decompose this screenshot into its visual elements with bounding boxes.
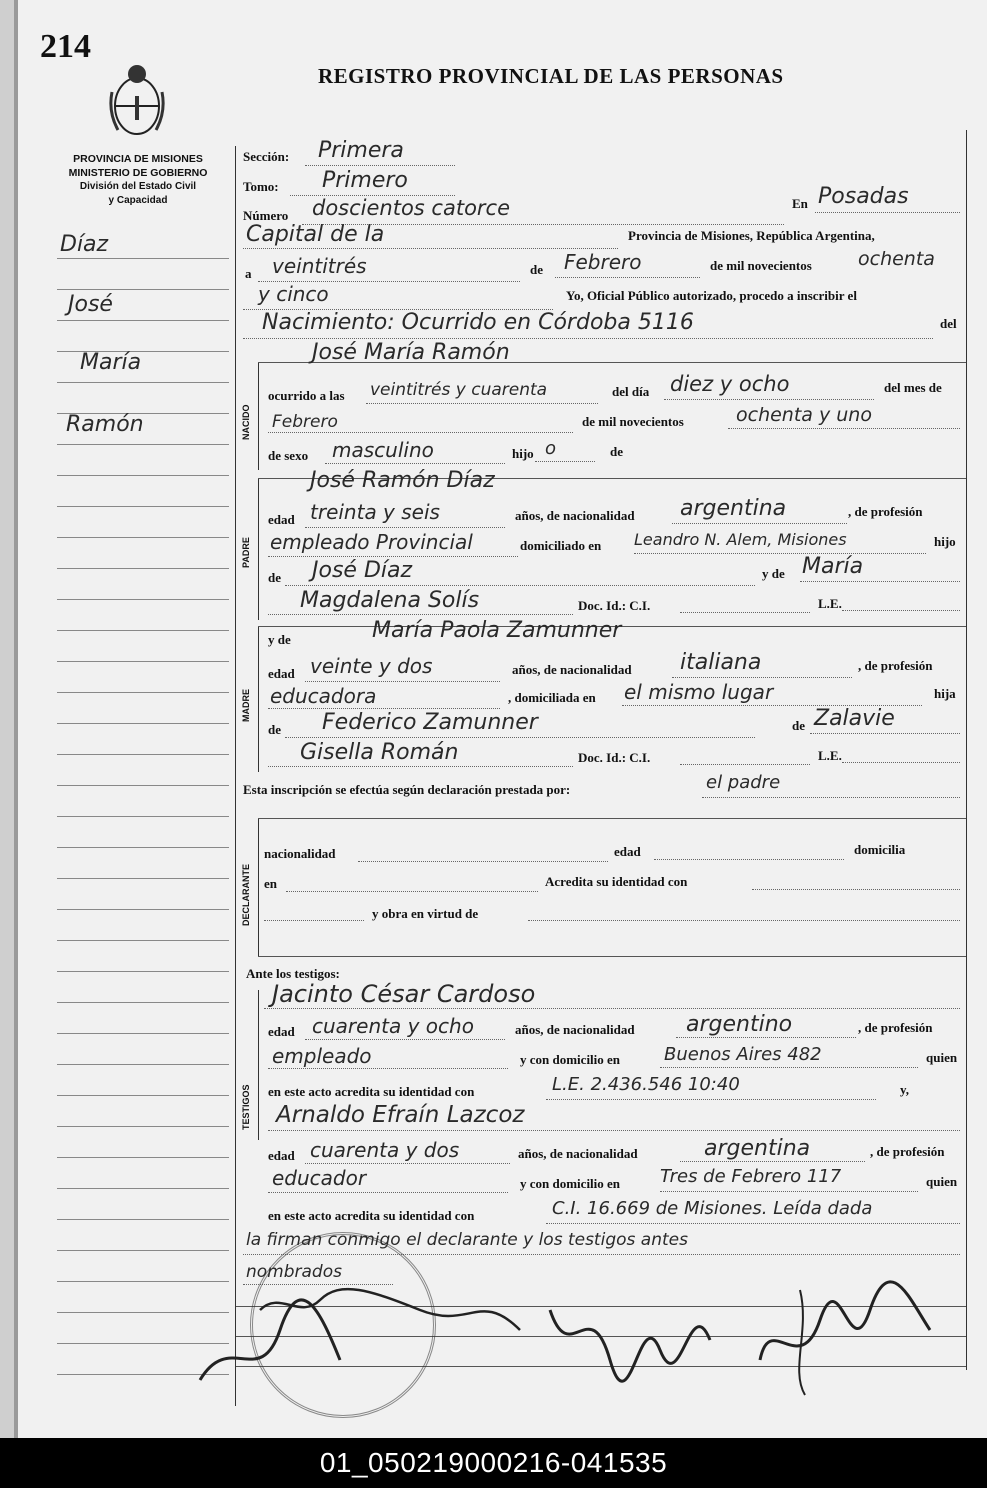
side-label-declarante: DECLARANTE [241, 864, 251, 926]
declarante-bracket [258, 818, 259, 956]
book-spine [14, 0, 18, 1438]
line-decl-nac [358, 861, 608, 862]
side-label-madre: MADRE [241, 689, 251, 722]
line-obra [528, 920, 960, 921]
coat-of-arms-icon [108, 62, 166, 142]
line-mes-nac [268, 432, 573, 433]
margin-rule [57, 506, 229, 507]
value-closing: la firman conmigo el declarante y los testigos antes [246, 1230, 688, 1250]
value-numero: doscientos catorce [312, 196, 511, 220]
margin-rule [57, 692, 229, 693]
value-mes-nacimiento: Febrero [272, 412, 338, 432]
margin-rule [57, 599, 229, 600]
line-mes [555, 277, 700, 278]
line-abuelo-m [285, 737, 755, 738]
label-hijo: hijo [512, 446, 534, 461]
label-t1-prof: , de profesión [858, 1020, 933, 1035]
label-madre-nac: años, de nacionalidad [512, 662, 632, 677]
line-t2-doc [546, 1223, 960, 1224]
label-le-2: L.E. [818, 748, 842, 763]
margin-rule [57, 1219, 229, 1220]
value-madre-edad: veinte y dos [310, 654, 433, 678]
value-seccion: Primera [318, 138, 404, 163]
label-de-5: de [792, 718, 805, 733]
line-padre-edad [305, 527, 505, 528]
label-t2-nac: años, de nacionalidad [518, 1146, 638, 1161]
side-label-padre: PADRE [241, 537, 251, 568]
line-hora [366, 403, 598, 404]
margin-rule [57, 475, 229, 476]
value-nacimiento: Nacimiento: Ocurrido en Córdoba 5116 [262, 310, 694, 335]
line-madre-nac [672, 677, 852, 678]
label-doc-2: Doc. Id.: C.I. [578, 750, 651, 765]
line-madre-edad [305, 681, 500, 682]
line-seccion [305, 165, 455, 166]
label-numero: Número [243, 208, 289, 223]
label-en: En [792, 196, 808, 211]
margin-rule [57, 382, 229, 383]
value-dia-inscripcion: veintitrés [272, 254, 367, 278]
line-acredita [752, 889, 960, 890]
line-hijo [535, 461, 595, 462]
label-del-dia: del día [612, 384, 650, 399]
margin-rule [57, 1250, 229, 1251]
margin-rule [57, 1064, 229, 1065]
line-dia [664, 399, 874, 400]
line-anio-nac [728, 428, 960, 429]
value-padre-nac: argentina [680, 496, 787, 521]
value-testigo-1: Jacinto César Cardoso [272, 980, 536, 1008]
value-abuela-materna: Zalavie [814, 706, 895, 731]
line-t2-nac [680, 1161, 865, 1162]
label-tomo: Tomo: [243, 179, 279, 194]
side-label-nacido: NACIDO [241, 404, 251, 440]
label-decl-en: en [264, 876, 277, 891]
margin-rule [57, 723, 229, 724]
value-t1-dom: Buenos Aires 482 [664, 1044, 822, 1065]
value-padre-prof: empleado Provincial [270, 530, 473, 554]
madre-bracket [258, 626, 259, 772]
margin-rule [57, 909, 229, 910]
label-a: a [245, 266, 252, 281]
line-padre-nac [672, 523, 847, 524]
margin-rule [57, 1033, 229, 1034]
line-testigo-1 [264, 1008, 960, 1009]
label-de-3: de [268, 570, 281, 585]
office-province: PROVINCIA DE MISIONES [73, 153, 203, 165]
value-padre-dom: Leandro N. Alem, Misiones [634, 530, 847, 549]
frame-left-border [235, 146, 236, 1406]
label-obra: y obra en virtud de [372, 906, 479, 921]
value-en: Posadas [818, 184, 909, 209]
label-de-4: de [268, 722, 281, 737]
value-hora: veintitrés y cuarenta [370, 380, 548, 400]
line-testigo-2 [268, 1130, 960, 1131]
margin-rule [57, 444, 229, 445]
line-decl-edad [654, 859, 844, 860]
line-t1-edad [305, 1039, 505, 1040]
line-abuela-m2 [268, 766, 573, 767]
line-le-2 [842, 762, 960, 763]
declarante-bottom-rule [258, 956, 966, 957]
margin-rule [57, 289, 229, 290]
label-sexo: de sexo [268, 448, 309, 463]
margin-rule [57, 940, 229, 941]
value-madre-nac: italiana [680, 650, 762, 675]
line-abuela [800, 581, 960, 582]
margin-rule [57, 816, 229, 817]
margin-rule [57, 1188, 229, 1189]
value-t2-dom: Tres de Febrero 117 [660, 1166, 842, 1187]
margin-rule [57, 971, 229, 972]
value-t2-doc: C.I. 16.669 de Misiones. Leída dada [552, 1198, 873, 1219]
office-capacity: y Capacidad [108, 195, 168, 206]
value-hijo: o [545, 438, 557, 459]
label-de-mil-2: de mil novecientos [582, 414, 684, 429]
value-t1-prof: empleado [272, 1044, 372, 1068]
line-t1-doc [546, 1099, 876, 1100]
value-anio2: y cinco [258, 282, 329, 306]
value-dia-nacimiento: diez y ocho [670, 372, 790, 396]
value-padre-nombre: José Ramón Díaz [310, 468, 495, 493]
side-label-testigos: TESTIGOS [241, 1084, 251, 1130]
margin-rule [57, 1002, 229, 1003]
declarante-top-rule [258, 818, 966, 819]
value-t1-nac: argentino [686, 1012, 793, 1037]
label-y-de: y de [762, 566, 785, 581]
value-testigo-2: Arnaldo Efraín Lazcoz [276, 1102, 525, 1128]
line-t1-prof [268, 1068, 508, 1069]
value-nombre-nacido: José María Ramón [312, 340, 510, 365]
label-acto-2: en este acto acredita su identidad con [268, 1208, 475, 1223]
line-t2-dom [660, 1191, 918, 1192]
line-doc [680, 612, 810, 613]
label-padre-edad: edad [268, 512, 295, 527]
value-abuelo-materno: Federico Zamunner [322, 710, 538, 735]
margin-name-2: María [80, 350, 142, 375]
value-t1-edad: cuarenta y ocho [312, 1014, 474, 1038]
margin-surname: Díaz [60, 232, 109, 257]
value-abuela-paterna-2: Magdalena Solís [300, 588, 480, 613]
label-ocurrido: ocurrido a las [268, 388, 345, 403]
label-de-2: de [610, 444, 623, 459]
line-capital [243, 248, 618, 249]
value-declarante: el padre [706, 772, 781, 793]
value-t2-nac: argentina [704, 1136, 811, 1161]
nacido-bracket [258, 362, 259, 470]
value-anio: ochenta [858, 248, 935, 270]
label-padre-nac: años, de nacionalidad [515, 508, 635, 523]
label-nacionalidad: nacionalidad [264, 846, 336, 861]
value-madre-dom: el mismo lugar [624, 680, 774, 704]
label-y: y, [900, 1082, 910, 1097]
margin-name-1: José [68, 292, 113, 317]
document-title: REGISTRO PROVINCIAL DE LAS PERSONAS [318, 64, 784, 88]
line-t1-nac [676, 1037, 856, 1038]
label-t2-prof: , de profesión [870, 1144, 945, 1159]
label-padre-hijo: hijo [934, 534, 956, 549]
office-division: División del Estado Civil [79, 181, 197, 192]
office-ministry: MINISTERIO DE GOBIERNO [68, 167, 208, 179]
label-padre-dom: domiciliado en [520, 538, 602, 553]
label-t1-nac: años, de nacionalidad [515, 1022, 635, 1037]
line-padre-prof [268, 556, 518, 557]
line-en [815, 212, 960, 213]
margin-rule [57, 258, 229, 259]
margin-rule [57, 847, 229, 848]
label-de: de [530, 262, 543, 277]
value-closing-2: nombrados [246, 1262, 342, 1282]
margin-rule [57, 1095, 229, 1096]
line-sexo [325, 463, 505, 464]
value-tomo: Primero [322, 168, 408, 193]
value-padre-edad: treinta y seis [310, 500, 440, 524]
margin-rule [57, 630, 229, 631]
margin-rule [57, 785, 229, 786]
margin-rule [57, 878, 229, 879]
value-t1-doc: L.E. 2.436.546 10:40 [552, 1074, 740, 1095]
label-madre-dom: , domiciliada en [508, 690, 596, 705]
office-block [40, 152, 236, 208]
label-t1-dom: y con domicilio en [520, 1052, 621, 1067]
label-acto: en este acto acredita su identidad con [268, 1084, 475, 1099]
value-t2-prof: educador [272, 1166, 367, 1190]
margin-rule [57, 568, 229, 569]
value-abuelo-paterno: José Díaz [312, 558, 413, 583]
margin-rule [57, 537, 229, 538]
value-capital: Capital de la [246, 222, 385, 247]
value-abuela-paterna: María [802, 554, 864, 579]
label-y-de-2: y de [268, 632, 291, 647]
label-t2-dom: y con domicilio en [520, 1176, 621, 1191]
label-le: L.E. [818, 596, 842, 611]
line-abuela2 [268, 614, 573, 615]
line-doc-2 [680, 764, 810, 765]
label-seccion: Sección: [243, 149, 290, 164]
margin-rule [57, 1157, 229, 1158]
label-quien: quien [926, 1050, 958, 1065]
label-padre-prof: , de profesión [848, 504, 923, 519]
line-t1-dom [660, 1067, 918, 1068]
line-madre-prof [268, 708, 500, 709]
margin-rule [57, 754, 229, 755]
value-sexo: masculino [332, 438, 434, 462]
label-testigos: Ante los testigos: [246, 966, 340, 981]
label-madre-prof: , de profesión [858, 658, 933, 673]
value-mes-inscripcion: Febrero [564, 250, 642, 274]
value-madre-prof: educadora [270, 684, 377, 708]
label-madre-hija: hija [934, 686, 956, 701]
value-abuela-materna-2: Gisella Román [300, 740, 459, 765]
value-madre-nombre: María Paola Zamunner [372, 618, 622, 643]
margin-rule [57, 320, 229, 321]
label-de-mil: de mil novecientos [710, 258, 812, 273]
label-inscripcion: Esta inscripción se efectúa según declaración prestada por: [243, 782, 571, 797]
padre-bracket [258, 478, 259, 620]
label-yo: Yo, Oficial Público autorizado, procedo a inscribir el [566, 288, 857, 303]
line-declarante [702, 797, 960, 798]
line-padre-dom [634, 553, 926, 554]
label-madre-edad: edad [268, 666, 295, 681]
label-t1-edad: edad [268, 1024, 295, 1039]
label-domicilia: domicilia [854, 842, 906, 857]
line-t2-edad [305, 1163, 510, 1164]
label-del: del [940, 316, 957, 331]
line-nacimiento [243, 338, 933, 339]
line-decl-en [286, 891, 538, 892]
label-del-mes: del mes de [884, 380, 942, 395]
margin-rule [57, 661, 229, 662]
signatures-icon [190, 1270, 970, 1410]
label-quien-2: quien [926, 1174, 958, 1189]
margin-name-3: Ramón [66, 412, 144, 437]
line-t2-prof [268, 1192, 508, 1193]
frame-right-border [966, 130, 967, 1370]
label-t2-edad: edad [268, 1148, 295, 1163]
line-abuelo [285, 585, 755, 586]
footer-id: 01_050219000216-041535 [0, 1438, 987, 1488]
label-acredita: Acredita su identidad con [545, 874, 688, 889]
label-provincia: Provincia de Misiones, República Argentina, [628, 228, 875, 243]
value-anio-nacimiento: ochenta y uno [736, 404, 872, 426]
book-edge [0, 0, 14, 1438]
page-number: 214 [40, 28, 91, 65]
label-doc: Doc. Id.: C.I. [578, 598, 651, 613]
value-t2-edad: cuarenta y dos [310, 1138, 460, 1162]
line-abuela-m [810, 733, 960, 734]
line-le [842, 610, 960, 611]
margin-rule [57, 1126, 229, 1127]
label-decl-edad: edad [614, 844, 641, 859]
testigos-bracket [258, 990, 259, 1140]
line-obra-pre [264, 920, 364, 921]
